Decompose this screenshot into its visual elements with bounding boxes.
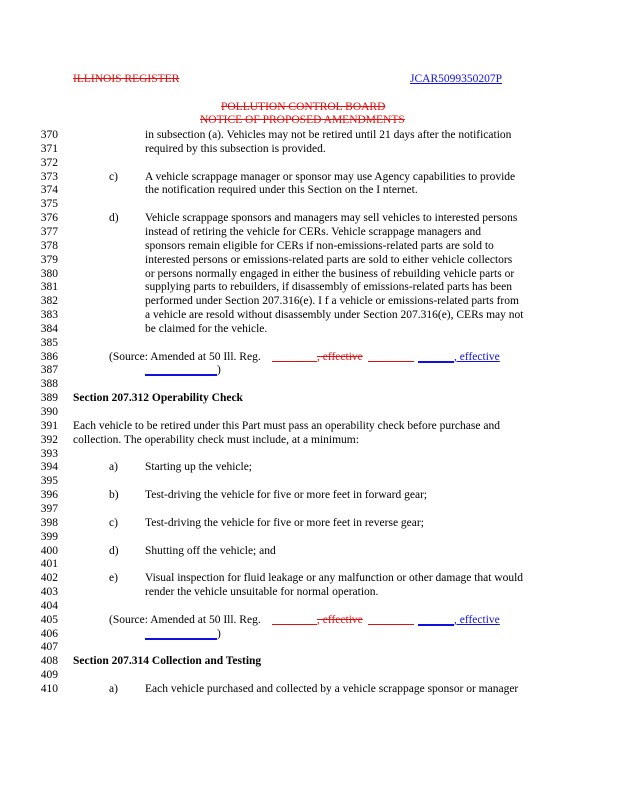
list-marker: a) bbox=[109, 683, 118, 695]
line-number: 398 bbox=[40, 517, 58, 529]
source-close: ) bbox=[217, 364, 221, 376]
source-close: ) bbox=[217, 628, 221, 640]
struck-effective: , effective bbox=[317, 614, 363, 626]
line-number: 408 bbox=[40, 655, 58, 667]
inserted-effective: , effective bbox=[454, 351, 500, 363]
line-text: a vehicle are resold without disassembly under Section 207.316(e), CERs may not bbox=[145, 309, 524, 321]
line-number: 387 bbox=[40, 364, 58, 376]
line-number: 407 bbox=[40, 641, 58, 653]
struck-effective: , effective bbox=[317, 351, 363, 363]
list-marker: a) bbox=[109, 461, 118, 473]
source-note: (Source: Amended at 50 Ill. Reg. bbox=[109, 614, 261, 626]
line-number: 381 bbox=[40, 281, 58, 293]
line-number: 389 bbox=[40, 392, 58, 404]
line-text: A vehicle scrappage manager or sponsor may use Agency capabilities to provide bbox=[145, 171, 516, 183]
line-number: 399 bbox=[40, 531, 58, 543]
line-text: or persons normally engaged in either the business of rebuilding vehicle parts or bbox=[145, 268, 515, 280]
line-number: 404 bbox=[40, 600, 58, 612]
section-heading: Section 207.312 Operability Check bbox=[73, 392, 243, 404]
line-number: 402 bbox=[40, 572, 58, 584]
line-number: 396 bbox=[40, 489, 58, 501]
line-number: 406 bbox=[40, 628, 58, 640]
line-number: 384 bbox=[40, 323, 58, 335]
line-number: 409 bbox=[40, 669, 58, 681]
line-number: 386 bbox=[40, 351, 58, 363]
line-text: Each vehicle purchased and collected by a vehicle scrappage sponsor or manager bbox=[145, 683, 519, 695]
line-text: Test-driving the vehicle for five or more feet in reverse gear; bbox=[145, 517, 424, 529]
struck-blank bbox=[368, 361, 414, 362]
line-number: 376 bbox=[40, 212, 58, 224]
line-text: collection. The operability check must include, at a minimum: bbox=[73, 434, 359, 446]
line-text: interested persons or emissions-related parts are sold to either vehicle collectors bbox=[145, 254, 513, 266]
line-text: sponsors remain eligible for CERs if non-emissions-related parts are sold to bbox=[145, 240, 494, 252]
list-marker: e) bbox=[109, 572, 118, 584]
line-number: 394 bbox=[40, 461, 58, 473]
line-text: in subsection (a). Vehicles may not be retired until 21 days after the notification bbox=[145, 129, 512, 141]
line-number: 410 bbox=[40, 683, 58, 695]
line-number: 370 bbox=[40, 129, 58, 141]
header-notice: NOTICE OF PROPOSED AMENDMENTS bbox=[200, 114, 405, 126]
inserted-blank bbox=[418, 361, 454, 363]
line-text: the notification required under this Section on the I nternet. bbox=[145, 184, 418, 196]
list-marker: d) bbox=[109, 545, 119, 557]
line-number: 390 bbox=[40, 406, 58, 418]
line-number: 397 bbox=[40, 503, 58, 515]
inserted-effective: , effective bbox=[454, 614, 500, 626]
line-number: 405 bbox=[40, 614, 58, 626]
struck-blank bbox=[272, 624, 317, 625]
list-marker: d) bbox=[109, 212, 119, 224]
line-text: Vehicle scrappage sponsors and managers may sell vehicles to interested persons bbox=[145, 212, 518, 224]
line-number: 374 bbox=[40, 184, 58, 196]
line-number: 388 bbox=[40, 378, 58, 390]
line-number: 392 bbox=[40, 434, 58, 446]
list-marker: b) bbox=[109, 489, 119, 501]
inserted-blank bbox=[145, 638, 217, 640]
line-text: required by this subsection is provided. bbox=[145, 143, 326, 155]
line-text: Starting up the vehicle; bbox=[145, 461, 252, 473]
list-marker: c) bbox=[109, 171, 118, 183]
line-number: 403 bbox=[40, 586, 58, 598]
line-number: 391 bbox=[40, 420, 58, 432]
list-marker: c) bbox=[109, 517, 118, 529]
line-text: performed under Section 207.316(e). I f a vehicle or emissions-related parts from bbox=[145, 295, 519, 307]
line-number: 400 bbox=[40, 545, 58, 557]
line-number: 380 bbox=[40, 268, 58, 280]
line-text: be claimed for the vehicle. bbox=[145, 323, 268, 335]
line-number: 375 bbox=[40, 198, 58, 210]
line-text: Shutting off the vehicle; and bbox=[145, 545, 276, 557]
line-number: 401 bbox=[40, 558, 58, 570]
line-number: 371 bbox=[40, 143, 58, 155]
line-number: 378 bbox=[40, 240, 58, 252]
line-number: 395 bbox=[40, 475, 58, 487]
line-number: 382 bbox=[40, 295, 58, 307]
line-number: 372 bbox=[40, 157, 58, 169]
line-number: 377 bbox=[40, 226, 58, 238]
section-heading: Section 207.314 Collection and Testing bbox=[73, 655, 262, 667]
inserted-blank bbox=[418, 624, 454, 626]
struck-blank bbox=[272, 361, 317, 362]
line-text: Visual inspection for fluid leakage or any malfunction or other damage that would bbox=[145, 572, 524, 584]
line-text: instead of retiring the vehicle for CERs. Vehicle scrappage managers and bbox=[145, 226, 482, 238]
line-text: Test-driving the vehicle for five or more feet in forward gear; bbox=[145, 489, 428, 501]
line-number: 379 bbox=[40, 254, 58, 266]
struck-blank bbox=[368, 624, 414, 625]
line-text: Each vehicle to be retired under this Part must pass an operability check before purchase and bbox=[73, 420, 500, 432]
source-note: (Source: Amended at 50 Ill. Reg. bbox=[109, 351, 261, 363]
line-text: supplying parts to rebuilders, if disassembly of emissions-related parts has been bbox=[145, 281, 512, 293]
line-number: 393 bbox=[40, 448, 58, 460]
inserted-blank bbox=[145, 374, 217, 376]
line-number: 373 bbox=[40, 171, 58, 183]
header-agency: POLLUTION CONTROL BOARD bbox=[221, 101, 386, 113]
header-right: JCAR5099350207P bbox=[410, 73, 503, 85]
header-left: ILLINOIS REGISTER bbox=[73, 73, 180, 85]
line-text: render the vehicle unsuitable for normal operation. bbox=[145, 586, 379, 598]
line-number: 383 bbox=[40, 309, 58, 321]
line-number: 385 bbox=[40, 337, 58, 349]
